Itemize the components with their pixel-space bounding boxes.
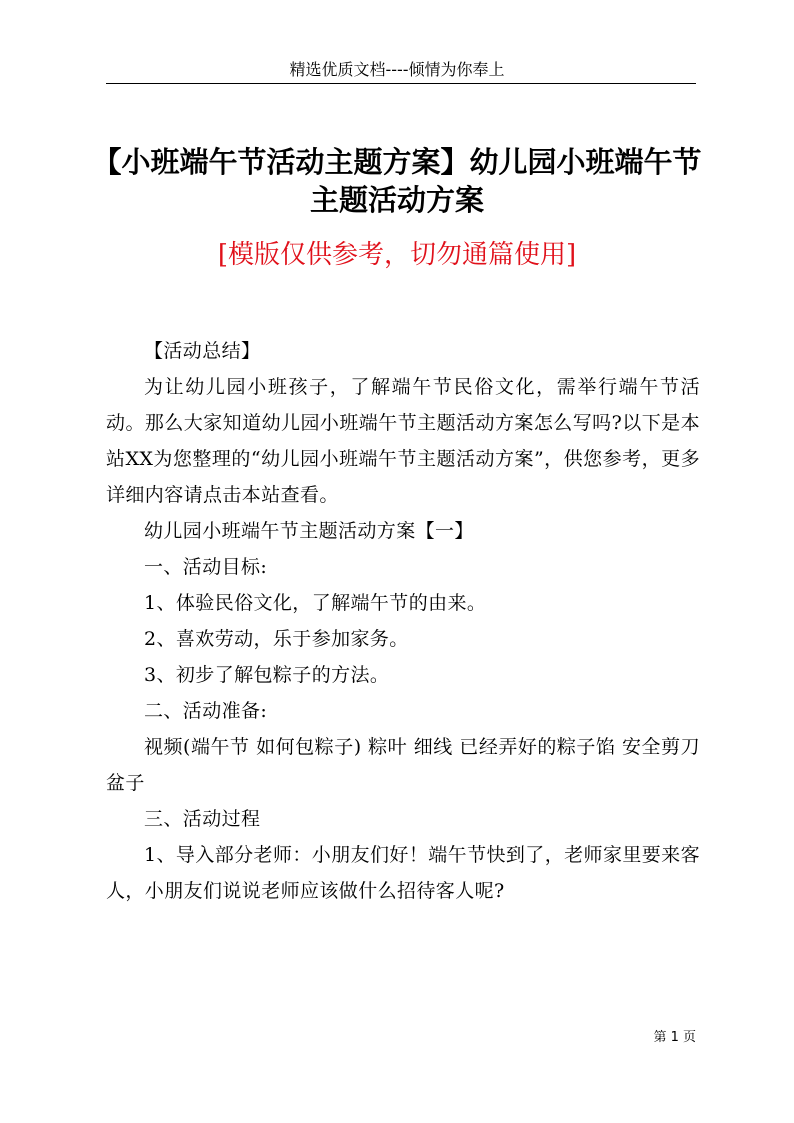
paragraph-process-heading: 三、活动过程 xyxy=(144,808,261,830)
paragraph-summary-heading: 【活动总结】 xyxy=(144,340,261,362)
document-title: 【小班端午节活动主题方案】幼儿园小班端午节主题活动方案 xyxy=(92,145,702,217)
paragraph-goal-3: 3、初步了解包粽子的方法。 xyxy=(144,664,390,686)
document-body xyxy=(106,333,700,909)
paragraph-goal-2: 2、喜欢劳动，乐于参加家务。 xyxy=(144,628,409,650)
paragraph-preparation-heading: 二、活动准备: xyxy=(144,700,268,722)
paragraph-preparation-items: 视频(端午节 如何包粽子) 粽叶 细线 已经弄好的粽子馅 安全剪刀 盆子 xyxy=(106,736,700,794)
paragraph-goals-heading: 一、活动目标: xyxy=(144,556,268,578)
header-divider xyxy=(106,83,696,84)
paragraph-goal-1: 1、体验民俗文化，了解端午节的由来。 xyxy=(144,592,487,614)
paragraph-plan-heading: 幼儿园小班端午节主题活动方案【一】 xyxy=(144,520,474,542)
paragraph-intro: 为让幼儿园小班孩子，了解端午节民俗文化，需举行端午节活动。那么大家知道幼儿园小班端午节主题活动方案怎么写吗?以下是本站XX为您整理的“幼儿园小班端午节主题活动方案”，供您参考，更多详细内容请点击本站查看。 xyxy=(106,376,700,506)
document-subtitle: [模版仅供参考，切勿通篇使用] xyxy=(217,240,577,270)
page-header: 精选优质文档----倾情为你奉上 xyxy=(289,60,505,79)
page-number: 第 1 页 xyxy=(653,1030,696,1045)
paragraph-process-step-1: 1、导入部分老师：小朋友们好！端午节快到了，老师家里要来客人，小朋友们说说老师应该做什么招待客人呢? xyxy=(106,844,700,902)
